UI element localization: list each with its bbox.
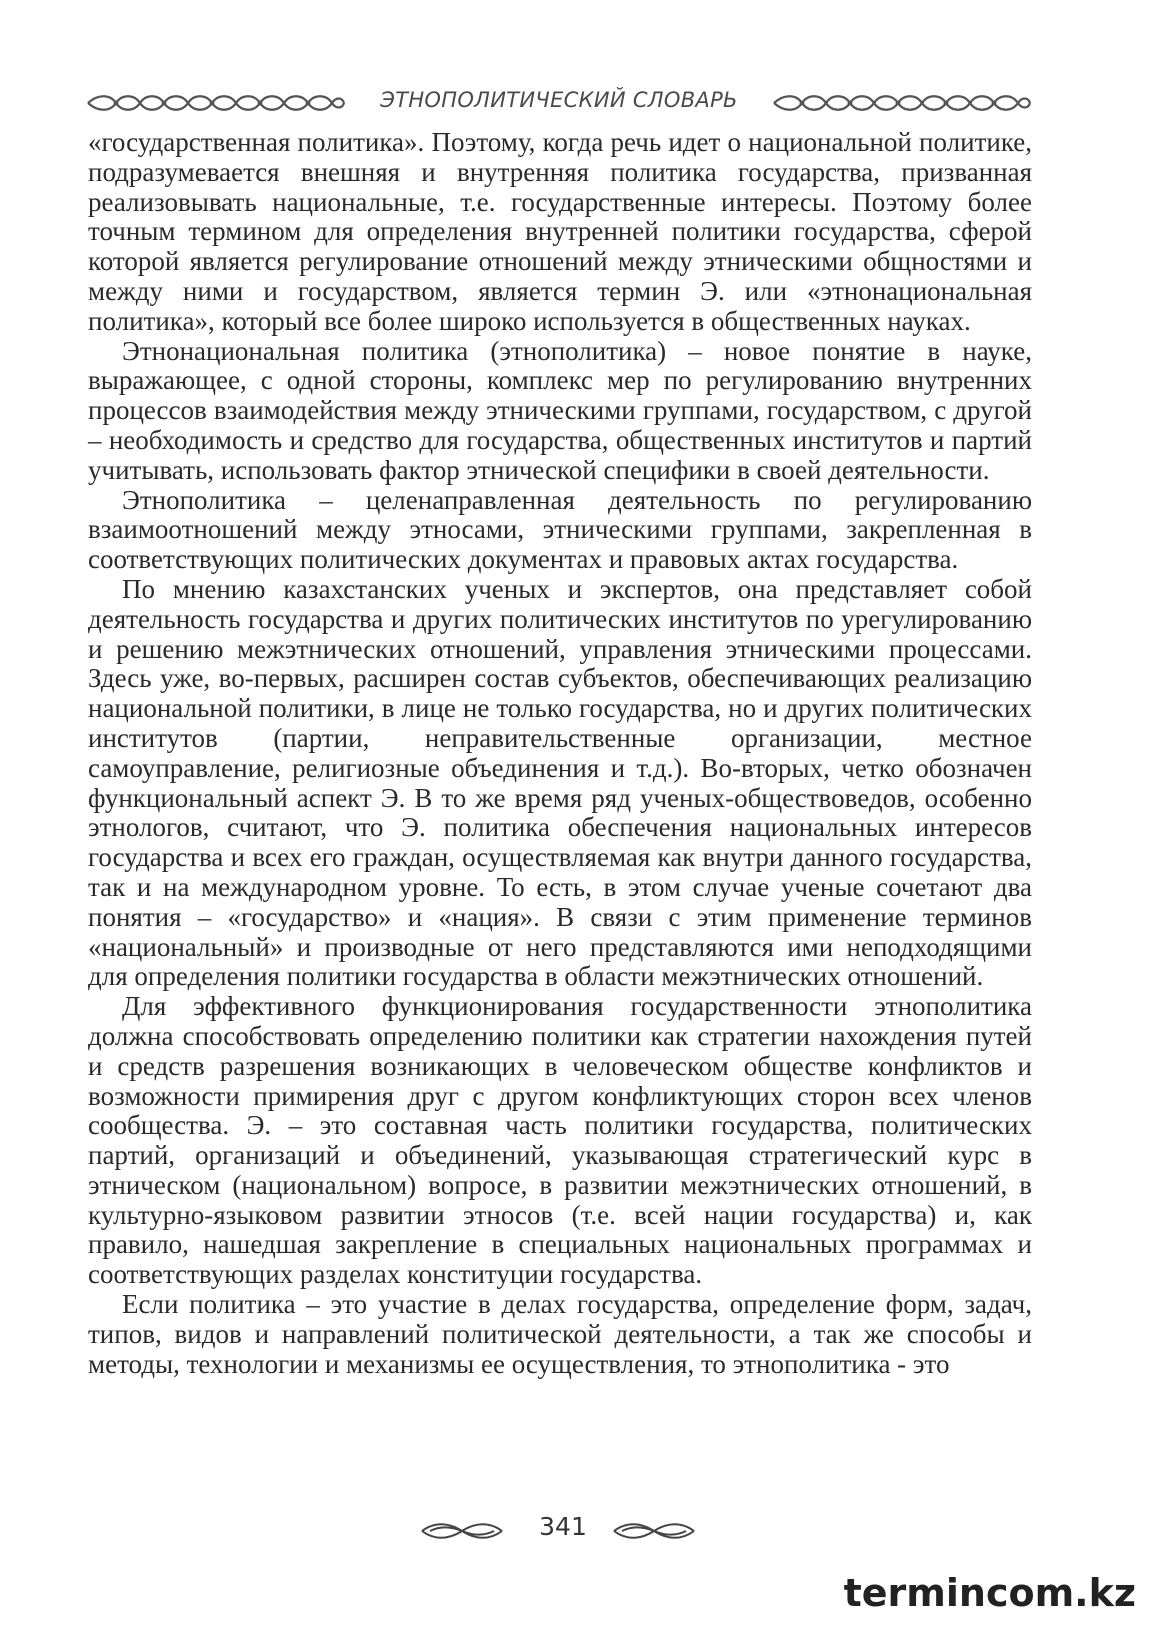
paragraph: «государственная политика». Поэтому, когда речь идет о национальной политике, подразумевается внешняя и внутренняя политика государства, призванная реализовывать национальные, т.е. государственные интересы. Поэтому более точным термином для определения внутренней политики государства, сферой которой является регулирование отношений между этническими общностями и между ними и государством, является термин Э. или «этнонациональная политика», который все более широко используется в общественных науках. <box>88 127 1032 336</box>
paragraph: Если политика – это участие в делах государства, определение форм, задач, типов, видов и направлений политической деятельности, а так же способы и методы, технологии и механизмы ее осуществления, то этнополитика - это <box>88 1289 1032 1379</box>
flourish-right-icon <box>612 1520 696 1542</box>
ornamental-border-left-icon <box>86 92 346 114</box>
paragraph: Для эффективного функционирования государственности этнополитика должна способствовать определению политики как стратегии нахождения путей и средств разрешения возникающих в человеческом обществе конфликтов и возможности примирения друг с другом конфликтующих сторон всех членов сообщества. Э. – это составная часть политики государства, политических партий, организаций и объединений, указывающая стратегический курс в этническом (национальном) вопросе, в развитии межэтнических отношений, в культурно-языковом развитии этносов (т.е. всей нации государства) и, как правило, нашедшая закрепление в специальных национальных программах и соответствующих разделах конституции государства. <box>88 991 1032 1290</box>
paragraph: Этнонациональная политика (этнополитика) – новое понятие в науке, выражающее, с одной стороны, комплекс мер по регулированию внутренних процессов взаимодействия между этническими группами, государством, с другой – необходимость и средство для государства, общественных институтов и партий учитывать, использовать фактор этнической специфики в своей деятельности. <box>88 335 1032 485</box>
ornamental-border-right-icon <box>772 92 1032 114</box>
flourish-left-icon <box>420 1520 504 1542</box>
paragraph: Этнополитика – целенаправленная деятельность по регулированию взаимоотношений между этносами, этническими группами, закрепленная в соответствующих политических документах и правовых актах государства. <box>88 484 1032 575</box>
watermark-logo <box>844 1571 1136 1615</box>
watermark-text: termincom.kz <box>843 1571 1136 1615</box>
page-number: 341 <box>539 1512 587 1541</box>
page-header <box>86 86 1032 120</box>
page-footer <box>0 1510 1158 1550</box>
body-text <box>88 128 1032 1379</box>
running-title: ЭТНОПОЛИТИЧЕСКИЙ СЛОВАРЬ <box>380 88 738 112</box>
paragraph: По мнению казахстанских ученых и экспертов, она представляет собой деятельность государства и других политических институтов по урегулированию и решению межэтнических отношений, управления этническими процессами. Здесь уже, во-первых, расширен состав субъектов, обеспечивающих реализацию национальной политики, в лице не только государства, но и других политических институтов (партии, неправительственные организации, местное самоуправление, религиозные объединения и т.д.). Во-вторых, четко обозначен функциональный аспект Э. В то же время ряд ученых-обществоведов, особенно этнологов, считают, что Э. политика обеспечения национальных интересов государства и всех его граждан, осуществляемая как внутри данного государства, так и на международном уровне. То есть, в этом случае ученые сочетают два понятия – «государство» и «нация». В связи с этим применение терминов «национальный» и производные от него представляются ими неподходящими для определения политики государства в области межэтнических отношений. <box>88 573 1032 992</box>
